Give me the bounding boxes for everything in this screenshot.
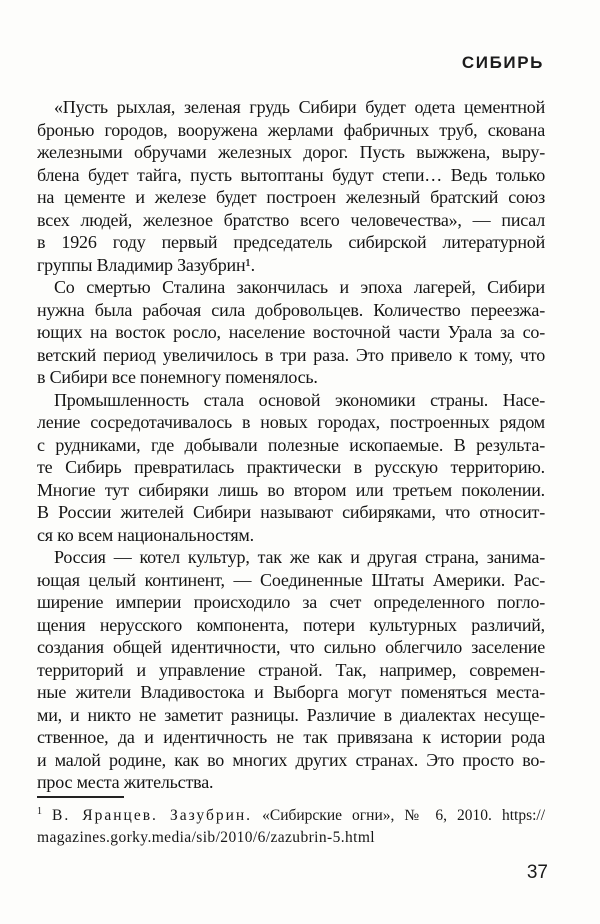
text-line: щения нерусского компонента, потери культурных различий,: [37, 614, 545, 635]
text-line: на цементе и железе будет построен железный братский союз: [37, 187, 545, 207]
text-line: ление сосредотачивалось в новых городах, построенных рядом: [37, 412, 545, 432]
text-line: группы Владимир Зазубрин¹.: [37, 254, 255, 275]
footnote-marker: 1: [37, 806, 42, 817]
text-line: ющих на восток росло, население восточной части Урала за со-: [37, 322, 545, 342]
text-line: ширение империи происходило за счет определенного погло-: [37, 592, 545, 612]
text-line: Россия — котел культур, так же как и другая страна, занима-: [54, 547, 545, 567]
text-line: с рудниками, где добывали полезные ископаемые. В результа-: [37, 434, 545, 455]
text-line: железными обручами железных дорог. Пусть выжжена, выру-: [37, 142, 545, 162]
text-line: ющая целый континент, — Соединенные Штаты Америки. Рас-: [37, 569, 545, 590]
text-line: всех людей, железное братство всего человечества», — писал: [37, 209, 545, 230]
footnote-line-1: [37, 805, 545, 827]
text-line: ные жители Владивостока и Выборга могут поменяться места-: [37, 682, 545, 702]
text-line: Промышленность стала основой экономики страны. Насе-: [54, 389, 545, 410]
text-line: и малой родине, как во многих других странах. Это просто во-: [37, 749, 545, 770]
text-line: ми, и никто не заметит разницы. Различие в диалектах несуще-: [37, 704, 545, 725]
text-line: ственное, да и идентичность не так привязана к истории рода: [37, 727, 545, 747]
footnote: [37, 805, 545, 848]
text-line: бронью городов, вооружена жерлами фабричных труб, скована: [37, 119, 545, 140]
text-line: «Пусть рыхлая, зеленая грудь Сибири будет одета цементной: [54, 97, 545, 117]
page-number: 37: [526, 862, 548, 883]
text-line: нужна была рабочая сила добровольцев. Количество переезжа-: [37, 299, 545, 320]
footnote-url: magazines.gorky.media/sib/2010/6/zazubrin-5.html: [37, 828, 376, 846]
text-line: в 1926 году первый председатель сибирской литературной: [37, 232, 545, 252]
footnote-separator: [37, 796, 124, 798]
text-line: в Сибири все понемногу поменялось.: [37, 367, 318, 387]
text-line: те Сибирь превратилась практически в русскую территорию.: [37, 457, 545, 477]
text-line: создания общей идентичности, что сильно облегчило заселение: [37, 637, 545, 657]
page-body: [37, 96, 545, 794]
running-head: СИБИРЬ: [461, 53, 544, 72]
text-line: В России жителей Сибири называют сибиряками, что относит-: [37, 502, 545, 522]
text-line: блена будет тайга, пусть вытоптаны будут степи… Ведь только: [37, 164, 545, 185]
footnote-author: В. Яранцев. Зазубрин.: [52, 807, 253, 824]
text-line: ветский период увеличилось в три раза. Это привело к тому, что: [37, 344, 545, 365]
text-line: ся ко всем национальностям.: [37, 524, 254, 545]
text-line: прос места жительства.: [37, 772, 214, 792]
text-line: Со смертью Сталина закончилась и эпоха лагерей, Сибири: [54, 277, 545, 297]
text-line: территорий и управление страной. Так, например, современ-: [37, 659, 545, 680]
text-line: Многие тут сибиряки лишь во втором или третьем поколении.: [37, 479, 545, 500]
footnote-source: «Сибирские огни», № 6, 2010. https://: [262, 807, 545, 824]
